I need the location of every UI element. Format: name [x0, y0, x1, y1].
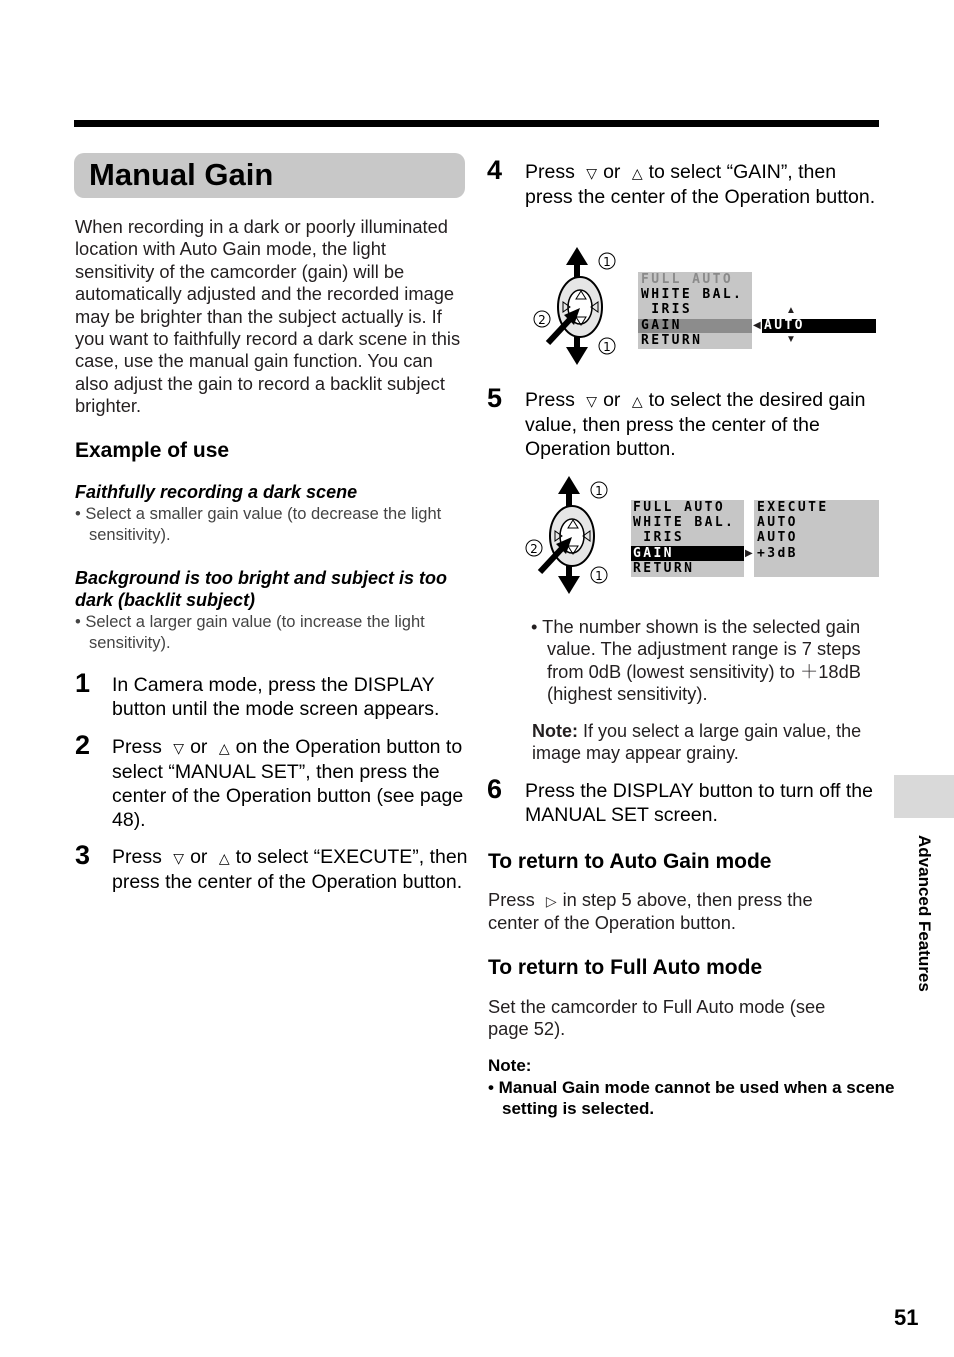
- step3-text: [112, 845, 470, 894]
- top-rule: [74, 120, 879, 127]
- menu2-pointer-icon: ▶: [745, 548, 753, 559]
- up-arrow-icon: △: [218, 850, 230, 866]
- up-arrow-icon: △: [631, 165, 643, 181]
- callout-1: 1: [595, 484, 603, 498]
- step3-rest: to select “EXECUTE”, then press the center of the Operation button.: [112, 846, 468, 893]
- menu2-value-iris: AUTO: [757, 530, 798, 545]
- return-full-heading: To return to Full Auto mode: [488, 956, 763, 979]
- menu2-item-full-auto: FULL AUTO: [633, 500, 726, 515]
- step4-rest: to select “GAIN”, then press the center of the Operation button.: [525, 161, 876, 208]
- step2-or: or: [190, 736, 208, 758]
- menu2-item-return: RETURN: [633, 561, 695, 576]
- step5-bullet: • The number shown is the selected gain value. The adjustment range is 7 steps from 0dB (lowest sensitivity) to ＋18dB (highest sensitivity).: [531, 616, 861, 704]
- menu1-down-icon: ▼: [786, 334, 796, 345]
- intro-paragraph: When recording in a dark or poorly illuminated location with Auto Gain mode, the light sensitivity of the camcorder (gain) will be automatically adjusted and the recorded image may be brighter than the subject actually is. If you want to faithfully record a dark scene in this case, use the manual gain function. You can also adjust the gain to record a backlit subject brighter.: [75, 216, 461, 417]
- step1-text: In Camera mode, press the DISPLAY button until the mode screen appears.: [112, 674, 440, 720]
- down-arrow-icon: ▽: [586, 165, 598, 181]
- callout-1b: 1: [603, 340, 611, 354]
- case1-bullet: • Select a smaller gain value (to decrease the light sensitivity).: [75, 505, 442, 544]
- return-auto-text: [488, 889, 858, 935]
- step6-text: Press the DISPLAY button to turn off the MANUAL SET screen.: [525, 780, 873, 826]
- callout-1: 1: [603, 255, 611, 269]
- menu2-value-execute: EXECUTE: [757, 500, 829, 515]
- down-arrow-icon: ▽: [173, 850, 185, 866]
- step5-press: Press: [525, 389, 575, 411]
- menu1-up-icon: ▲: [786, 305, 796, 316]
- step5-rest: to select the desired gain value, then press the center of the Operation button.: [525, 389, 866, 460]
- step5-note: [532, 720, 877, 765]
- case2-bullet: • Select a larger gain value (to increase the light sensitivity).: [75, 613, 425, 652]
- menu2-item-iris: IRIS: [633, 530, 685, 545]
- menu1-item-white-bal: WHITE BAL.: [641, 287, 744, 302]
- callout-2: 2: [538, 313, 546, 327]
- menu1-pointer-icon: ◀: [753, 320, 761, 331]
- menu2-value-white-bal: AUTO: [757, 515, 798, 530]
- menu1-item-full-auto: FULL AUTO: [641, 272, 734, 287]
- example-heading: Example of use: [75, 439, 230, 462]
- up-arrow-icon: △: [631, 393, 643, 409]
- final-note-bullet: • Manual Gain mode cannot be used when a scene setting is selected.: [488, 1078, 895, 1118]
- step4-or: or: [603, 161, 621, 183]
- step6-number: 6: [487, 774, 503, 804]
- step5-note-text: If you select a large gain value, the image may appear grainy.: [532, 721, 862, 764]
- operation-button-illustration-2: [522, 474, 617, 599]
- right-arrow-icon: ▷: [545, 893, 557, 909]
- step1-number: 1: [75, 668, 91, 698]
- side-tab: [894, 775, 954, 818]
- down-arrow-icon: ▽: [173, 740, 185, 756]
- return-auto-rest: in step 5 above, then press the center of the Operation button.: [488, 889, 813, 934]
- case1-title: Faithfully recording a dark scene: [75, 482, 358, 502]
- step3-or: or: [190, 846, 208, 868]
- menu2-value-gain: +3dB: [757, 546, 798, 561]
- page-title: Manual Gain: [89, 157, 274, 192]
- step3-press: Press: [112, 846, 162, 868]
- section-side-label: Advanced Features: [915, 835, 934, 992]
- step4-number: 4: [487, 155, 503, 185]
- up-arrow-icon: △: [218, 740, 230, 756]
- step2-press: Press: [112, 736, 162, 758]
- return-full-text: Set the camcorder to Full Auto mode (see page 52).: [488, 996, 826, 1040]
- menu1-item-return: RETURN: [641, 333, 703, 348]
- step2-text: [112, 735, 470, 832]
- menu1-value: AUTO: [764, 318, 805, 333]
- step4-text: [525, 160, 885, 209]
- case2-title: Background is too bright and subject is too dark (backlit subject): [75, 568, 448, 610]
- step5-or: or: [603, 389, 621, 411]
- menu1-item-gain: GAIN: [641, 318, 682, 333]
- step2-number: 2: [75, 730, 91, 760]
- step4-press: Press: [525, 161, 575, 183]
- menu2-item-white-bal: WHITE BAL.: [633, 515, 736, 530]
- title-box: [74, 153, 465, 198]
- step2-rest: on the Operation button to select “MANUAL SET”, then press the center of the Operation button (see page 48).: [112, 736, 464, 831]
- return-auto-heading: To return to Auto Gain mode: [488, 850, 772, 873]
- step3-number: 3: [75, 840, 91, 870]
- step5-note-label: Note:: [532, 721, 578, 741]
- callout-2: 2: [530, 542, 538, 556]
- page-number: 51: [894, 1305, 919, 1330]
- step5-number: 5: [487, 383, 503, 413]
- menu2-item-gain: GAIN: [633, 546, 674, 561]
- return-auto-press: Press: [488, 889, 535, 910]
- operation-button-illustration-1: [530, 245, 625, 370]
- step5-text: [525, 388, 885, 461]
- menu1-item-iris: IRIS: [641, 302, 693, 317]
- callout-1b: 1: [595, 569, 603, 583]
- down-arrow-icon: ▽: [586, 393, 598, 409]
- final-note-label: Note:: [488, 1056, 532, 1075]
